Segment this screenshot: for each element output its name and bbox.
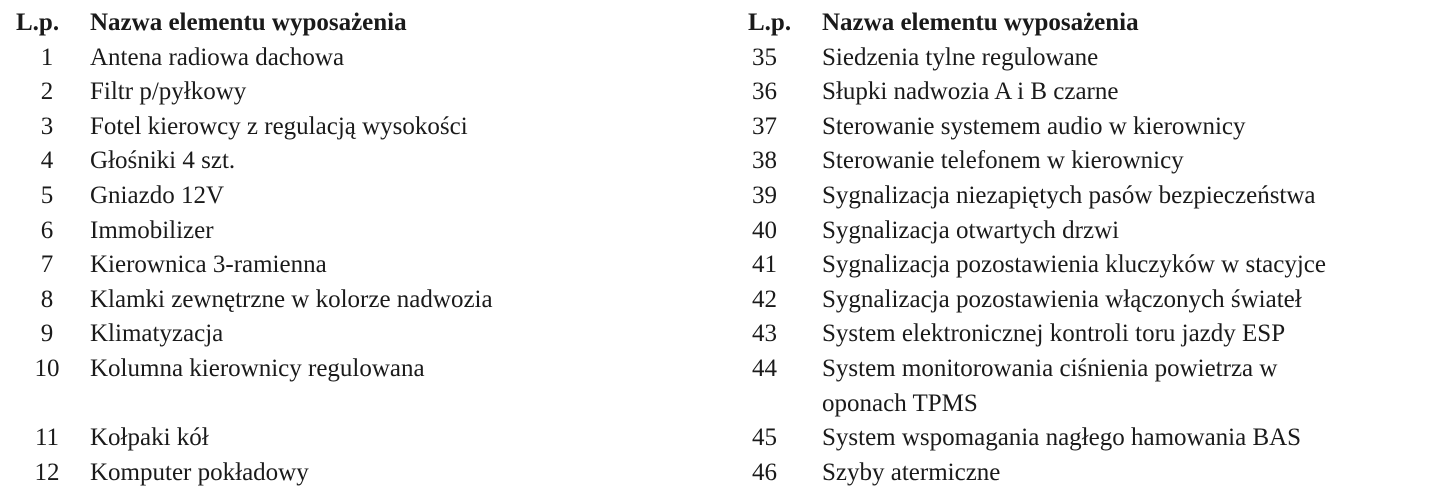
item-number: 40 <box>752 216 777 244</box>
list-item <box>16 283 716 318</box>
item-number: 41 <box>752 251 777 279</box>
name-header: Nazwa elementu wyposażenia <box>90 9 407 36</box>
list-item <box>748 456 1438 491</box>
item-number: 9 <box>40 320 54 348</box>
list-item <box>16 456 716 491</box>
list-item <box>16 352 716 387</box>
item-number: 43 <box>752 320 777 348</box>
item-number: 3 <box>40 112 54 140</box>
item-name <box>822 352 1438 421</box>
equipment-list-right <box>748 6 1438 490</box>
item-name: Sygnalizacja otwartych drzwi <box>822 216 1120 244</box>
item-name: Sterowanie telefonem w kierownicy <box>822 147 1184 175</box>
item-name: Siedzenia tylne regulowane <box>822 43 1099 71</box>
list-item <box>748 421 1438 456</box>
list-item <box>16 214 716 249</box>
list-item <box>16 248 716 283</box>
lp-header: L.p. <box>748 9 792 36</box>
item-number: 45 <box>752 424 777 452</box>
list-item <box>16 41 716 76</box>
row-spacer <box>16 387 716 422</box>
item-name: Szyby atermiczne <box>822 458 1001 486</box>
item-number: 10 <box>34 354 60 382</box>
item-number: 42 <box>752 285 777 313</box>
item-name-line: System monitorowania ciśnienia powietrza w <box>822 354 1278 382</box>
item-number: 11 <box>34 424 60 452</box>
item-number: 36 <box>752 78 777 106</box>
table-header-left <box>16 6 716 41</box>
list-item <box>748 41 1438 76</box>
item-name: Słupki nadwozia A i B czarne <box>822 78 1119 106</box>
item-number: 37 <box>752 112 777 140</box>
item-name: Antena radiowa dachowa <box>90 43 345 71</box>
item-name: Immobilizer <box>90 216 214 244</box>
list-item <box>748 110 1438 145</box>
list-item <box>748 317 1438 352</box>
equipment-list-left <box>16 6 716 490</box>
item-name: Komputer pokładowy <box>90 458 309 486</box>
item-name: Klamki zewnętrzne w kolorze nadwozia <box>90 285 493 313</box>
item-number: 5 <box>40 181 54 209</box>
item-name: System elektronicznej kontroli toru jazdy ESP <box>822 320 1286 348</box>
item-number: 6 <box>40 216 54 244</box>
item-number: 4 <box>40 147 54 175</box>
item-name: Kierownica 3-ramienna <box>90 251 327 279</box>
item-number: 1 <box>40 43 54 71</box>
item-name: Klimatyzacja <box>90 320 224 348</box>
list-item <box>748 283 1438 318</box>
list-item <box>16 144 716 179</box>
item-name: Sygnalizacja pozostawienia kluczyków w stacyjce <box>822 251 1326 279</box>
item-name: Gniazdo 12V <box>90 181 224 209</box>
item-name: Filtr p/pyłkowy <box>90 78 247 106</box>
list-item <box>748 214 1438 249</box>
item-number: 35 <box>752 43 777 71</box>
list-item <box>748 144 1438 179</box>
item-name: Sterowanie systemem audio w kierownicy <box>822 112 1246 140</box>
item-name: Fotel kierowcy z regulacją wysokości <box>90 112 468 140</box>
item-name-line: oponach TPMS <box>822 389 978 417</box>
name-header: Nazwa elementu wyposażenia <box>822 9 1139 36</box>
list-item <box>748 75 1438 110</box>
item-number: 12 <box>34 458 60 486</box>
item-number: 38 <box>752 147 777 175</box>
item-name: Sygnalizacja niezapiętych pasów bezpieczeństwa <box>822 181 1316 209</box>
item-number: 8 <box>40 285 54 313</box>
list-item <box>748 248 1438 283</box>
item-name: Sygnalizacja pozostawienia włączonych świateł <box>822 285 1302 313</box>
list-item <box>16 317 716 352</box>
item-name: System wspomagania nagłego hamowania BAS <box>822 424 1302 452</box>
item-number: 7 <box>40 251 54 279</box>
item-number: 2 <box>40 78 54 106</box>
list-item <box>16 179 716 214</box>
list-item <box>16 421 716 456</box>
list-item <box>16 75 716 110</box>
item-name: Kołpaki kół <box>90 424 209 452</box>
table-header-right <box>748 6 1438 41</box>
item-number: 46 <box>752 458 777 486</box>
list-item <box>16 110 716 145</box>
list-item <box>748 179 1438 214</box>
item-number: 44 <box>752 354 777 382</box>
item-number: 39 <box>752 181 777 209</box>
item-name: Głośniki 4 szt. <box>90 147 236 175</box>
list-item <box>748 352 1438 421</box>
lp-header: L.p. <box>16 9 60 36</box>
item-name: Kolumna kierownicy regulowana <box>90 354 425 382</box>
